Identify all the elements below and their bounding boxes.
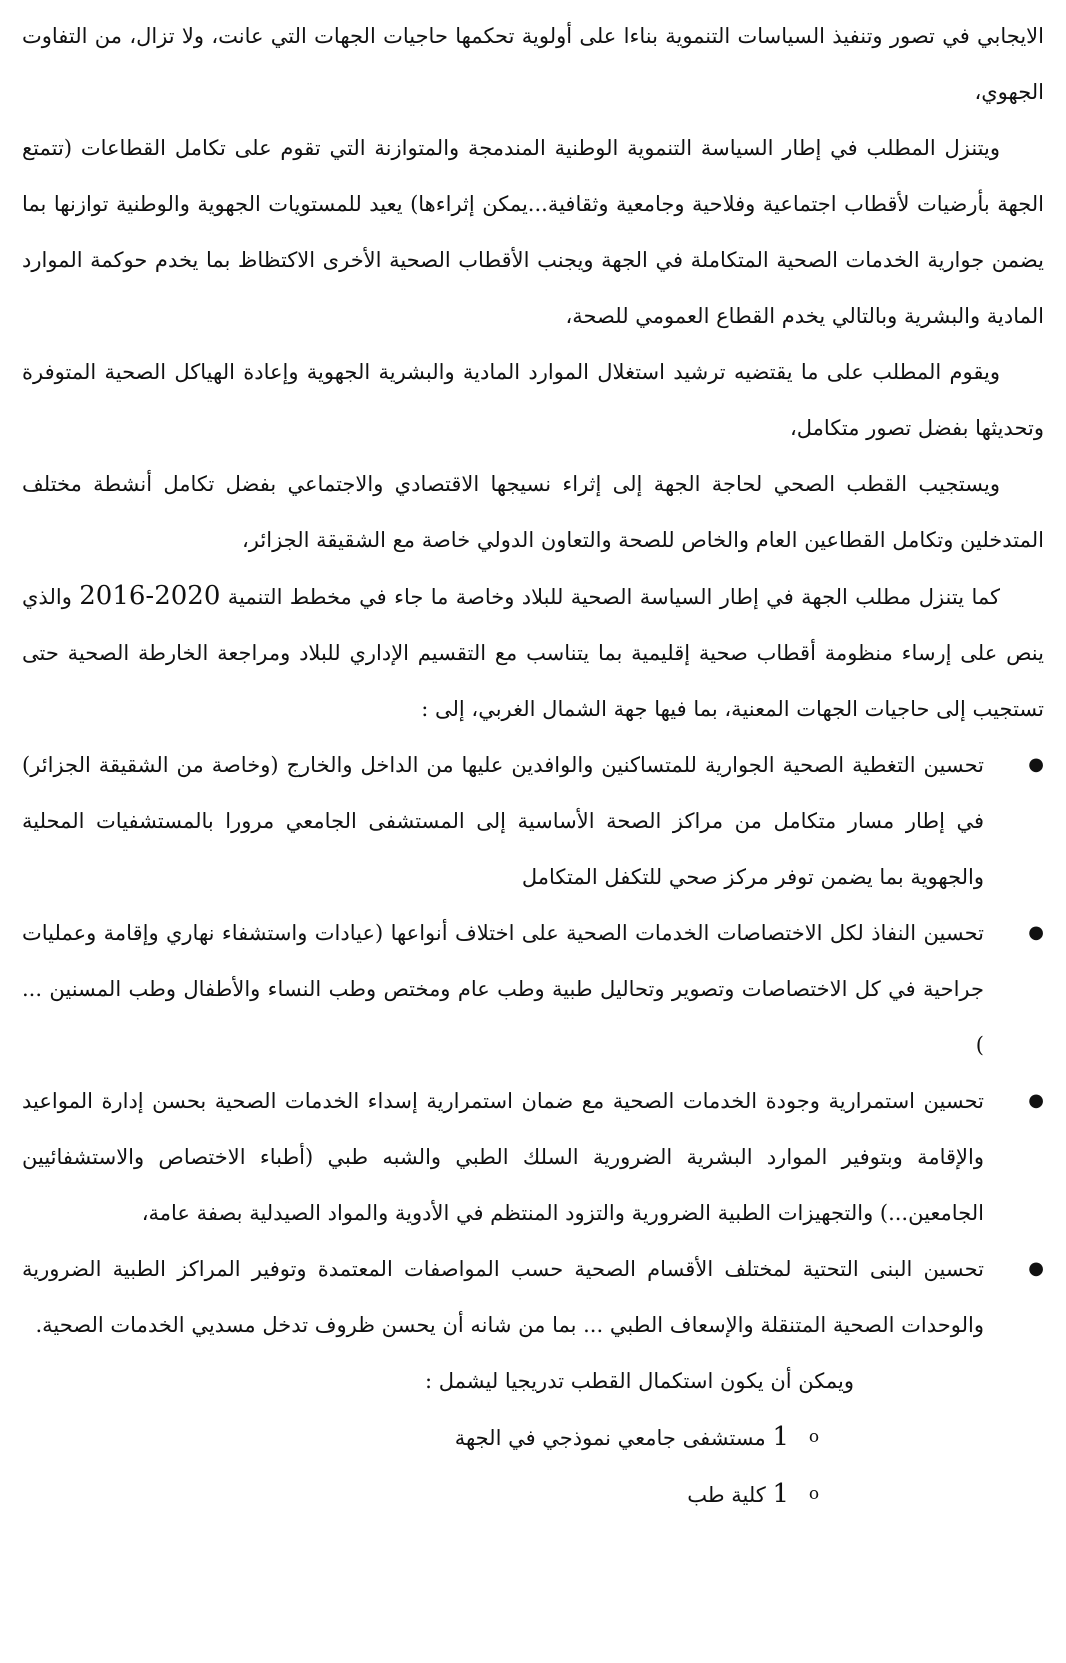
objectives-list (22, 737, 1044, 1353)
components-list (22, 1409, 1044, 1523)
item-count: 1 (772, 1422, 789, 1452)
list-item-text: تحسين البنى التحتية لمختلف الأقسام الصحية حسب المواصفات المعتمدة وتوفير المراكز الطبية الضرورية والوحدات الصحية المتنقلة والإسعاف الطبي ... بما من شانه أن يحسن ظروف تدخل مسديي الخدمات الصحية. (22, 1257, 984, 1337)
paragraph-health-policy (22, 568, 1044, 737)
list-item-text: تحسين التغطية الصحية الجوارية للمتساكنين والوافدين عليها من الداخل والخارج (وخاصة من الشقيقة الجزائر) في إطار مسار متكامل من مراكز الصحة الأساسية إلى المستشفى الجامعي مرورا بالمستشفيات المحلية والجهوية بما يضمن توفر مركز صحي للتكفل المتكامل (22, 753, 984, 889)
paragraph-resource-rationalization: ويقوم المطلب على ما يقتضيه ترشيد استغلال الموارد المادية والبشرية الجهوية وإعادة الهياكل الصحية المتوفرة وتحديثها بفضل تصور متكامل، (22, 360, 1044, 440)
paragraph-development-policy: ويتنزل المطلب في إطار السياسة التنموية الوطنية المندمجة والمتوازنة التي تقوم على تكامل القطاعات (تتمتع الجهة بأرضيات لأقطاب اجتماعية وفلاحية وجامعية وثقافية...يمكن إثراءها) يعيد للمستويات الجهوية والوطنية توازنها بما يضمن جوارية الخدمات الصحية المتكاملة في الجهة ويجنب الأقطاب الصحية الأخرى الاكتظاظ بما يخدم حوكمة الموارد المادية والبشرية وبالتالي يخدم القطاع العمومي للصحة، (22, 136, 1044, 328)
list-item (22, 1466, 1044, 1523)
bullet-icon: ● (1028, 754, 1044, 775)
list-item (22, 905, 1044, 1073)
list-item (22, 1073, 1044, 1241)
list-item-text: تحسين استمرارية وجودة الخدمات الصحية مع ضمان استمرارية إسداء الخدمات الصحية بحسن إدارة المواعيد والإقامة وبتوفير الموارد البشرية الضرورية السلك الطبي والشبه طبي (أطباء الاختصاص والاستشفائيين الجامعين...) والتجهيزات الطبية الضرورية والتزود المنتظم في الأدوية والمواد الصيدلية بصفة عامة، (22, 1089, 984, 1225)
plan-text-part2: والذي ينص على إرساء منظومة أقطاب صحية إقليمية بما يتناسب مع التقسيم الإداري للبلاد ومراجعة الخارطة الصحية حتى تستجيب إلى حاجيات الجهات المعنية، بما فيها جهة الشمال الغربي، إلى : (22, 585, 1044, 721)
list-item (22, 1241, 1044, 1353)
plan-years: 2016-2020 (79, 581, 221, 611)
list-item-text: تحسين النفاذ لكل الاختصاصات الخدمات الصحية على اختلاف أنواعها (عيادات واستشفاء نهاري وإقامة وعمليات جراحية في كل الاختصاصات وتصوير وتحاليل طبية وطب عام ومختص وطب النساء والأطفال وطب المسنين ... ) (22, 921, 984, 1057)
item-count: 1 (772, 1479, 789, 1509)
paragraph-intro-continued: الايجابي في تصور وتنفيذ السياسات التنموية بناءا على أولوية تحكمها حاجيات الجهات التي عانت، ولا تزال، من التفاوت الجهوي، (22, 24, 1044, 104)
paragraph-economic-fabric: ويستجيب القطب الصحي لحاجة الجهة إلى إثراء نسيجها الاقتصادي والاجتماعي بفضل تكامل أنشطة مختلف المتدخلين وتكامل القطاعين العام والخاص للصحة والتعاون الدولي خاصة مع الشقيقة الجزائر، (22, 472, 1044, 552)
list-item-text: مستشفى جامعي نموذجي في الجهة (454, 1426, 773, 1450)
list-item (22, 737, 1044, 905)
circle-bullet-icon: o (808, 1427, 820, 1447)
bullet-icon: ● (1028, 922, 1044, 943)
list-item (22, 1409, 1044, 1466)
bullet-icon: ● (1028, 1090, 1044, 1111)
lead-line: ويمكن أن يكون استكمال القطب تدريجيا ليشمل : (424, 1369, 854, 1393)
plan-text-part1: كما يتنزل مطلب الجهة في إطار السياسة الصحية للبلاد وخاصة ما جاء في مخطط التنمية (220, 585, 1000, 609)
circle-bullet-icon: o (808, 1484, 820, 1504)
bullet-icon: ● (1028, 1258, 1044, 1279)
list-item-text: كلية طب (687, 1483, 773, 1507)
